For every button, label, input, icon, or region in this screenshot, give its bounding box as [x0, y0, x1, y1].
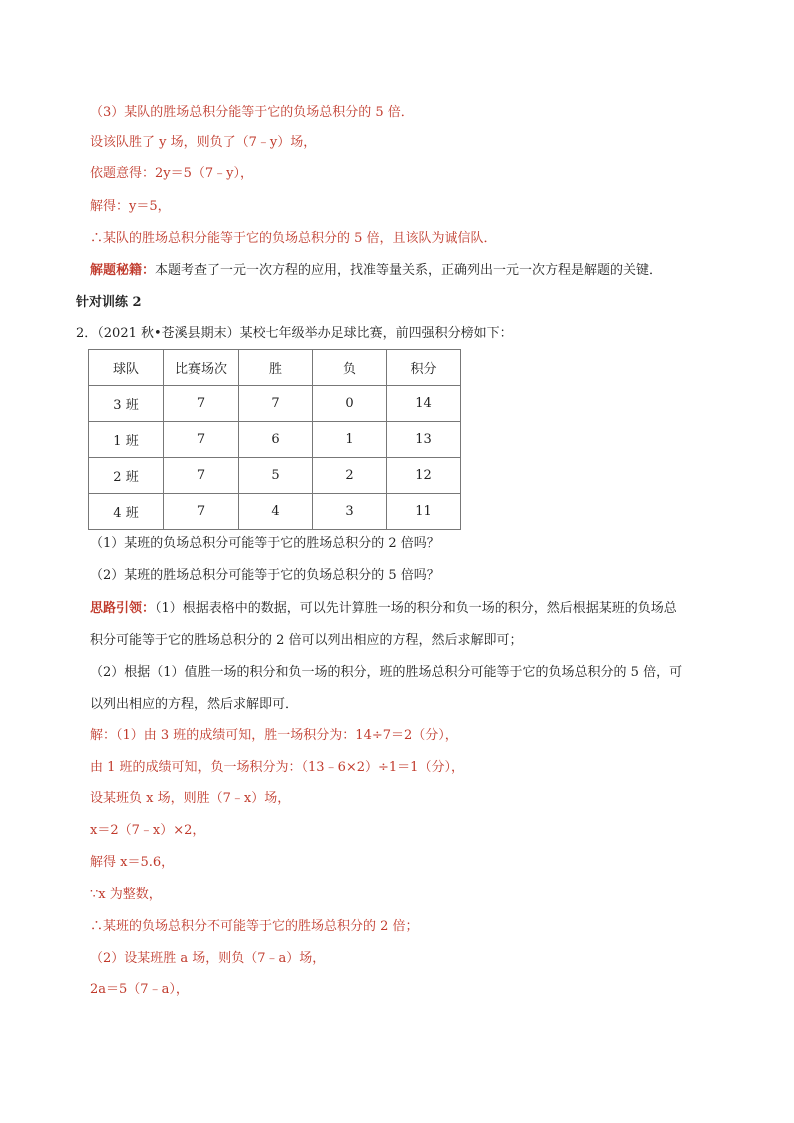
table-row	[89, 422, 461, 458]
tip-text: 本题考查了一元一次方程的应用，找准等量关系，正确列出一元一次方程是解题的关键．	[155, 263, 663, 278]
table-cell: 3 班	[89, 386, 164, 422]
table-header-cell: 比赛场次	[164, 350, 239, 386]
table-cell: 5	[239, 458, 313, 494]
solution-line-4: x＝2（7﹣x）×2，	[90, 823, 206, 838]
table-header-cell: 负	[313, 350, 387, 386]
table-cell: 11	[387, 494, 461, 530]
table-cell: 2	[313, 458, 387, 494]
line-equation: 依题意得：2y＝5（7﹣y），	[90, 166, 254, 181]
solution-line-2: 由 1 班的成绩可知，负一场积分为：（13﹣6×2）÷1＝1（分），	[90, 760, 464, 775]
solution-line-8: （2）设某班胜 a 场，则负（7﹣a）场，	[90, 951, 326, 966]
table-row	[89, 494, 461, 530]
table-cell: 12	[387, 458, 461, 494]
table-header-cell: 胜	[239, 350, 313, 386]
table-header-cell: 积分	[387, 350, 461, 386]
question-2: （2）某班的胜场总积分可能等于它的负场总积分的 5 倍吗？	[90, 568, 440, 583]
table-cell: 6	[239, 422, 313, 458]
problem-statement: 2．（2021 秋•苍溪县期末）某校七年级举办足球比赛，前四强积分榜如下：	[76, 326, 513, 341]
hint-line-1	[90, 600, 677, 618]
solution-line-9: 2a＝5（7﹣a），	[90, 982, 189, 997]
table-cell: 7	[164, 458, 239, 494]
line-let-y: 设该队胜了 y 场，则负了（7﹣y）场，	[90, 135, 317, 150]
table-cell: 1 班	[89, 422, 164, 458]
hint-tag: 思路引领：	[90, 601, 156, 616]
table-cell: 1	[313, 422, 387, 458]
table-cell: 3	[313, 494, 387, 530]
solution-line-7: ∴某班的负场总积分不可能等于它的胜场总积分的 2 倍；	[90, 919, 419, 934]
hint-line-2: 积分可能等于它的胜场总积分的 2 倍可以列出相应的方程，然后求解即可；	[90, 633, 523, 648]
table-cell: 7	[239, 386, 313, 422]
line-q3: （3）某队的胜场总积分能等于它的负场总积分的 5 倍．	[90, 105, 414, 120]
table-cell: 7	[164, 494, 239, 530]
table-cell: 14	[387, 386, 461, 422]
solution-line-3: 设某班负 x 场，则胜（7﹣x）场，	[90, 791, 291, 806]
table-cell: 2 班	[89, 458, 164, 494]
score-table	[88, 349, 461, 530]
table-row	[89, 458, 461, 494]
table-header-row	[89, 350, 461, 386]
solution-line-1: 解：（1）由 3 班的成绩可知，胜一场积分为：14÷7＝2（分），	[90, 728, 458, 743]
hint-line-3: （2）根据（1）值胜一场的积分和负一场的积分，班的胜场总积分可能等于它的负场总积分的 5 倍，可	[90, 665, 683, 680]
table-row	[89, 386, 461, 422]
tip-line	[90, 262, 662, 280]
tip-tag: 解题秘籍：	[90, 263, 156, 278]
table-cell: 7	[164, 386, 239, 422]
hint-text: （1）根据表格中的数据，可以先计算胜一场的积分和负一场的积分，然后根据某班的负场总	[155, 601, 677, 616]
table-cell: 0	[313, 386, 387, 422]
solution-line-5: 解得 x＝5.6，	[90, 855, 175, 870]
hint-line-4: 以列出相应的方程，然后求解即可．	[90, 697, 299, 712]
solution-line-6: ∵x 为整数，	[90, 887, 162, 902]
line-solve: 解得：y＝5，	[90, 199, 171, 214]
table-cell: 4 班	[89, 494, 164, 530]
question-1: （1）某班的负场总积分可能等于它的胜场总积分的 2 倍吗？	[90, 536, 440, 551]
training-heading: 针对训练 2	[76, 295, 142, 310]
table-cell: 13	[387, 422, 461, 458]
line-conclusion: ∴某队的胜场总积分能等于它的负场总积分的 5 倍，且该队为诚信队．	[90, 231, 497, 246]
table-cell: 7	[164, 422, 239, 458]
table-header-cell: 球队	[89, 350, 164, 386]
table-cell: 4	[239, 494, 313, 530]
